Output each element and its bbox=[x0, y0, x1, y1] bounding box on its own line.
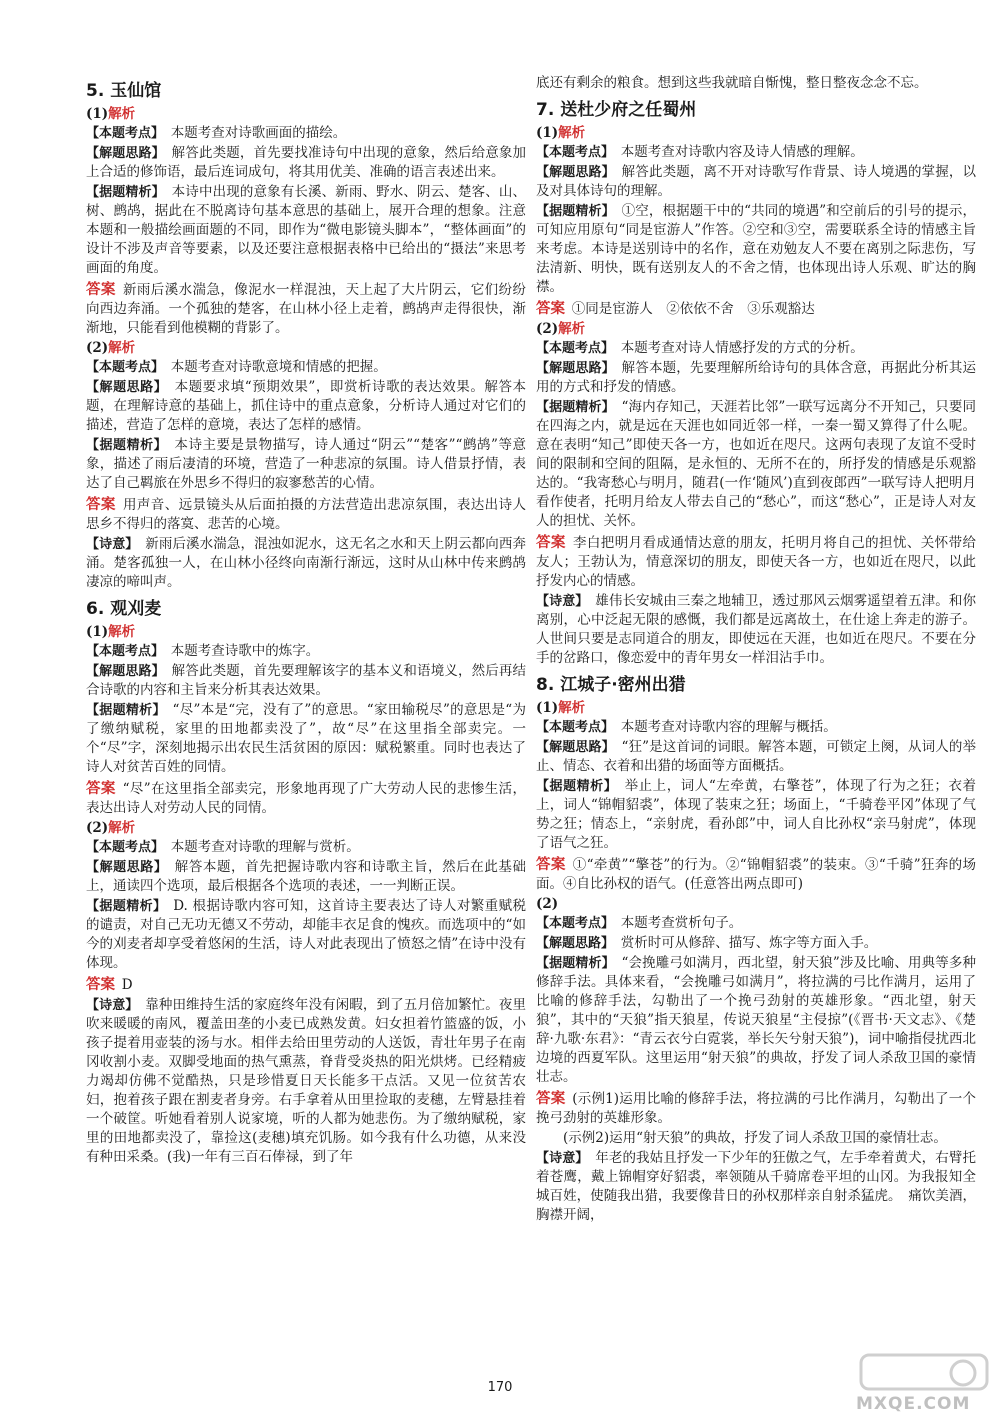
section-tag: 【解题思路】 bbox=[536, 936, 615, 951]
block-text: “会挽雕弓如满月，西北望，射天狼”涉及比喻、用典等多种修辞手法。具体来看，“会挽雕弓如满月”，将拉满的弓比作满月，运用了比喻的修辞手法，勾勒出了一个挽弓劲射的英雄形象。“西北望，射天狼”，其中的“天狼”指天狼星，传说天狼星“主侵掠”(《晋书·天文志》、《楚辞·九歌·东君》：“青云衣兮白霓裳，举长矢兮射天狼”)，词中喻指侵扰西北边境的西夏军队。这里运用“射天狼”的典故，抒发了词人杀敌卫国的豪情壮志。 bbox=[536, 955, 976, 1085]
answer-tag: 答案 bbox=[536, 301, 565, 317]
analysis-block bbox=[86, 642, 526, 661]
section-tag: 【本题考点】 bbox=[536, 720, 615, 735]
sub-question-number: (2) bbox=[536, 321, 559, 337]
block-text: 本题考查对诗歌意境和情感的把握。 bbox=[170, 359, 387, 375]
sub-question-number: (1) bbox=[86, 106, 109, 122]
sub-question-heading bbox=[86, 105, 526, 124]
analysis-label: 解析 bbox=[108, 820, 136, 836]
analysis-block bbox=[86, 358, 526, 377]
block-text: ①空，根据题干中的“共同的境遇”和空前后的引号的提示，可知应用原句“同是宦游人”作答。②空和③空，需要联系全诗的情感主旨来考虑。本诗是送别诗中的名作，意在劝勉友人不要在离别之际悲伤，写法清新、明快，既有送别友人的不舍之情，也体现出诗人乐观、旷达的胸襟。 bbox=[536, 203, 976, 295]
block-text: 年老的我姑且抒发一下少年的狂傲之气，左手牵着黄犬，右臂托着苍鹰，戴上锦帽穿好貂裘，率领随从千骑席卷平坦的山冈。为我报知全城百姓，使随我出猎，我要像昔日的孙权那样亲自射杀猛虎。 痛饮美酒，胸襟开阔， bbox=[536, 1150, 976, 1223]
block-text: D. 根据诗歌内容可知，这首诗主要表达了诗人对繁重赋税的谴责，对自己无功无德又不劳动，却能丰衣足食的愧疚。而选项中的“如今的刈麦者却享受着悠闲的生活，诗人对此表现出了愤怒之情”在诗中没有体现。 bbox=[86, 898, 526, 971]
answer-block bbox=[536, 300, 976, 319]
answer-tag: 答案 bbox=[536, 857, 566, 873]
block-text: 本题考查对诗歌画面的描绘。 bbox=[170, 125, 347, 141]
section-tag: 【解题思路】 bbox=[536, 361, 615, 376]
sub-question-number: (1) bbox=[86, 624, 109, 640]
block-text: 解答本题，首先把握诗歌内容和诗歌主旨，然后在此基础上，通读四个选项，最后根据各个选项的表述，一一判断正误。 bbox=[86, 859, 526, 894]
analysis-block bbox=[536, 592, 976, 668]
continued-text: 底还有剩余的粮食。想到这些我就暗自惭愧，整日整夜念念不忘。 bbox=[536, 75, 928, 91]
sub-question-number: (2) bbox=[86, 820, 109, 836]
block-text: “尽”本是“完，没有了”的意思。“家田输税尽”的意思是“为了缴纳赋税，家里的田地都卖没了”，故“尽”在这里指全部卖完。一个“尽”字，深刻地揭示出农民生活贫困的原因：赋税繁重。同时也表达了诗人对贫苦百姓的同情。 bbox=[86, 702, 526, 775]
block-text: 新雨后溪水湍急，像泥水一样混浊，天上起了大片阴云，它们纷纷向西边奔涌。一个孤独的楚客，在山林小径上走着，鹧鸪声走得很快，渐渐地，只能看到他模糊的背影了。 bbox=[86, 282, 527, 336]
block-text: 本题考查赏析句子。 bbox=[620, 915, 743, 931]
analysis-block bbox=[86, 897, 526, 973]
analysis-label: 解析 bbox=[558, 700, 586, 716]
sub-question-number: (1) bbox=[536, 125, 559, 141]
analysis-block bbox=[536, 738, 976, 776]
analysis-block bbox=[536, 143, 976, 162]
poem-title: 5. 玉仙馆 bbox=[86, 81, 162, 101]
block-text: 本诗中出现的意象有长溪、新雨、野水、阴云、楚客、山、树、鹧鸪，据此在不脱离诗句基本意思的基础上，展开合理的想象。注意本题和一般描绘画面题的不同，即作为“微电影镜头脚本”，“整体画面”的设计不涉及声音等要素，以及还要注意根据表格中已给出的“摄法”来思考画面的角度。 bbox=[86, 184, 526, 276]
sub-question-heading bbox=[536, 124, 976, 143]
analysis-block bbox=[536, 398, 976, 531]
section-tag: 【据题精析】 bbox=[86, 438, 168, 453]
right-column bbox=[536, 74, 976, 1226]
analysis-block bbox=[86, 535, 526, 592]
block-text: 本题考查对诗歌内容及诗人情感的理解。 bbox=[620, 144, 864, 160]
sub-question-heading bbox=[536, 699, 976, 718]
block-text: 赏析时可从修辞、描写、炼字等方面入手。 bbox=[620, 935, 878, 951]
block-text: 本诗主要是景物描写，诗人通过“阴云”“楚客”“鹧鸪”等意象，描述了雨后凄清的环境，营造了一种悲凉的氛围。诗人借景抒情，表达了自己羁旅在外思乡不得归的寂寥愁苦的心情。 bbox=[86, 437, 526, 491]
analysis-block bbox=[536, 934, 976, 953]
analysis-block bbox=[536, 1149, 976, 1225]
answer-block bbox=[536, 534, 976, 591]
answer-tag: 答案 bbox=[86, 282, 116, 298]
analysis-block bbox=[86, 858, 526, 896]
answer-block bbox=[86, 281, 526, 338]
section-tag: 【诗意】 bbox=[536, 1151, 589, 1166]
analysis-block bbox=[536, 359, 976, 397]
answer-block bbox=[536, 1090, 976, 1128]
page-number: 170 bbox=[487, 1380, 513, 1395]
block-text: 雄伟长安城由三秦之地辅卫，透过那风云烟雾遥望着五津。和你离别，心中泛起无限的感慨，我们都是远离故土，在仕途上奔走的游子。人世间只要是志同道合的朋友，即使远在天涯，也如近在咫尺。不要在分手的岔路口，像恋爱中的青年男女一样泪沾手巾。 bbox=[536, 593, 976, 666]
section-tag: 【本题考点】 bbox=[536, 916, 615, 931]
sub-question-number: (1) bbox=[536, 700, 559, 716]
sub-question-number: (2) bbox=[536, 896, 559, 912]
sub-question-number: (2) bbox=[86, 340, 109, 356]
section-tag: 【解题思路】 bbox=[86, 146, 165, 161]
section-tag: 【据题精析】 bbox=[536, 204, 615, 219]
section-tag: 【解题思路】 bbox=[536, 165, 615, 180]
poem-title: 7. 送杜少府之任蜀州 bbox=[536, 100, 697, 120]
analysis-block bbox=[536, 718, 976, 737]
section-tag: 【据题精析】 bbox=[536, 400, 615, 415]
answer-block bbox=[86, 976, 526, 995]
block-text: 李白把明月看成通情达意的朋友，托明月将自己的担忧、关怀带给友人；王勃认为，情意深切的朋友，即使天各一方，也如近在咫尺，以此抒发内心的情感。 bbox=[536, 535, 977, 589]
sub-question-heading bbox=[86, 339, 526, 358]
section-tag: 【诗意】 bbox=[86, 998, 139, 1013]
block-text: 本题考查对诗歌内容的理解与概括。 bbox=[620, 719, 837, 735]
section-tag: 【诗意】 bbox=[536, 594, 589, 609]
block-text: 本题考查诗歌中的炼字。 bbox=[170, 643, 320, 659]
block-text: (示例1)运用比喻的修辞手法，将拉满的弓比作满月，勾勒出了一个挽弓劲射的英雄形象。 bbox=[536, 1091, 977, 1126]
analysis-label: 解析 bbox=[558, 125, 586, 141]
section-tag: 【本题考点】 bbox=[86, 126, 165, 141]
block-text: 本题考查对诗人情感抒发的方式的分析。 bbox=[620, 340, 864, 356]
analysis-block bbox=[536, 914, 976, 933]
answer-tag: 答案 bbox=[86, 781, 116, 797]
answer-block bbox=[86, 496, 526, 534]
section-tag: 【据题精析】 bbox=[86, 185, 165, 200]
section-tag: 【本题考点】 bbox=[536, 341, 615, 356]
answer-tag: 答案 bbox=[536, 535, 566, 551]
section-tag: 【解题思路】 bbox=[86, 380, 168, 395]
section-tag: 【诗意】 bbox=[86, 537, 139, 552]
analysis-block bbox=[536, 202, 976, 297]
block-text: (示例2)运用“射天狼”的典故，抒发了词人杀敌卫国的豪情壮志。 bbox=[563, 1130, 947, 1146]
section-tag: 【据题精析】 bbox=[86, 899, 167, 914]
section-tag: 【解题思路】 bbox=[536, 740, 615, 755]
section-tag: 【据题精析】 bbox=[86, 703, 166, 718]
analysis-block bbox=[86, 144, 526, 182]
watermark-text: MXQE.COM bbox=[856, 1394, 971, 1414]
answer-tag: 答案 bbox=[536, 1091, 566, 1107]
block-text: 靠种田维持生活的家庭终年没有闲暇，到了五月倍加繁忙。夜里吹来暖暖的南风，覆盖田垄的小麦已成熟发黄。妇女担着竹篮盛的饭，小孩子提着用壶装的汤与水。相伴去给田里劳动的人送饭，青壮年男子在南冈收割小麦。双脚受地面的热气熏蒸，脊背受炎热的阳光烘烤。已经精疲力竭却仿佛不觉酷热，只是珍惜夏日天长能多干点活。又见一位贫苦农妇，抱着孩子跟在割麦者身旁。右手拿着从田里捡取的麦穗，左臂悬挂着一个破筐。听她看着别人说家境，听的人都为她悲伤。为了缴纳赋税，家里的田地都卖没了，靠捡这(麦穗)填充饥肠。如今我有什么功德，从来没有种田采桑。(我)一年有三百石俸禄，到了年 bbox=[86, 997, 526, 1165]
answer-tag: 答案 bbox=[86, 497, 116, 513]
block-text: 本题要求填“预期效果”，即赏析诗歌的表达效果。解答本题，在理解诗意的基础上，抓住诗中的重点意象，分析诗人通过对它们的描述，营造了怎样的意境，表达了怎样的感情。 bbox=[86, 379, 526, 433]
analysis-label: 解析 bbox=[108, 340, 136, 356]
section-tag: 【本题考点】 bbox=[536, 145, 615, 160]
answer-block bbox=[536, 856, 976, 894]
section-tag: 【本题考点】 bbox=[86, 840, 165, 855]
left-column bbox=[86, 74, 526, 1168]
block-text: 解答此类题，离不开对诗歌写作背景、诗人境遇的掌握，以及对具体诗句的理解。 bbox=[536, 164, 976, 199]
block-text: D bbox=[121, 977, 133, 993]
block-text: ①“牵黄”“擎苍”的行为。②“锦帽貂裘”的装束。③“千骑”狂奔的场面。④自比孙权的语气。(任意答出两点即可) bbox=[536, 857, 977, 892]
poem-title: 6. 观刈麦 bbox=[86, 599, 162, 619]
block-text: 新雨后溪水湍急，混浊如泥水，这无名之水和天上阴云都向西奔涌。楚客孤独一人，在山林小径终向南渐行渐远，这时从山林中传来鹧鸪凄凉的啼叫声。 bbox=[86, 536, 526, 590]
block-text: 举止上，词人“左牵黄，右擎苍”，体现了行为之狂；衣着上，词人“锦帽貂裘”，体现了装束之狂；场面上，“千骑卷平冈”体现了气势之狂；情态上，“亲射虎，看孙郎”中，词人自比孙权“亲马射虎”，体现了语气之狂。 bbox=[536, 778, 976, 851]
analysis-block bbox=[86, 838, 526, 857]
block-text: 解答此类题，首先要理解该字的基本义和语境义，然后再结合诗歌的内容和主旨来分析其表达效果。 bbox=[86, 663, 526, 698]
analysis-block bbox=[536, 777, 976, 853]
analysis-block bbox=[86, 378, 526, 435]
sub-question-heading bbox=[86, 623, 526, 642]
block-text: “海内存知己，天涯若比邻”一联写远离分不开知己，只要同在四海之内，就是远在天涯也如同近邻一样，一秦一蜀又算得了什么呢。意在表明“知己”即使天各一方，也如近在咫尺。这两句表现了友谊不受时间的限制和空间的阻隔，是永恒的、无所不在的，所抒发的情感是乐观豁达的。“我寄愁心与明月，随君(一作‘随风’)直到夜郎西”一联写诗人把明月看作使者，托明月给友人带去自己的“愁心”，而这“愁心”，正是诗人对友人的担忧、关怀。 bbox=[536, 399, 976, 529]
analysis-block bbox=[86, 996, 526, 1167]
block-text: 解答此类题，首先要找准诗句中出现的意象，然后给意象加上合适的修饰语，最后连词成句，将其用优美、准确的语言表述出来。 bbox=[86, 145, 526, 180]
poem-title: 8. 江城子·密州出猎 bbox=[536, 675, 686, 695]
analysis-block bbox=[536, 1129, 976, 1148]
block-text: “狂”是这首词的词眼。解答本题，可锁定上阕，从词人的举止、情态、衣着和出猎的场面等方面概括。 bbox=[536, 739, 976, 774]
sub-question-heading bbox=[536, 895, 976, 914]
answer-tag: 答案 bbox=[86, 977, 115, 993]
sub-question-heading bbox=[86, 819, 526, 838]
analysis-block bbox=[86, 124, 526, 143]
section-tag: 【解题思路】 bbox=[86, 664, 165, 679]
analysis-block bbox=[536, 954, 976, 1087]
sub-question-heading bbox=[536, 320, 976, 339]
section-tag: 【本题考点】 bbox=[86, 644, 165, 659]
analysis-block bbox=[536, 163, 976, 201]
section-tag: 【据题精析】 bbox=[536, 779, 618, 794]
section-tag: 【据题精析】 bbox=[536, 956, 615, 971]
block-text: ①同是宦游人 ②依依不舍 ③乐观豁达 bbox=[571, 301, 815, 317]
analysis-label: 解析 bbox=[108, 106, 136, 122]
analysis-block bbox=[86, 436, 526, 493]
analysis-block bbox=[86, 701, 526, 777]
block-text: “尽”在这里指全部卖完，形象地再现了广大劳动人民的悲惨生活，表达出诗人对劳动人民的同情。 bbox=[86, 781, 526, 816]
answer-block bbox=[86, 780, 526, 818]
section-tag: 【本题考点】 bbox=[86, 360, 165, 375]
block-text: 解答本题，先要理解所给诗句的具体含意，再据此分析其运用的方式和抒发的情感。 bbox=[536, 360, 976, 395]
analysis-label: 解析 bbox=[108, 624, 136, 640]
analysis-block bbox=[86, 183, 526, 278]
section-tag: 【解题思路】 bbox=[86, 860, 168, 875]
analysis-label: 解析 bbox=[558, 321, 586, 337]
block-text: 本题考查对诗歌的理解与赏析。 bbox=[170, 839, 360, 855]
analysis-block bbox=[86, 662, 526, 700]
analysis-block bbox=[536, 339, 976, 358]
block-text: 用声音、远景镜头从后面拍摄的方法营造出悲凉氛围，表达出诗人思乡不得归的落寞、悲苦的心境。 bbox=[86, 497, 527, 532]
